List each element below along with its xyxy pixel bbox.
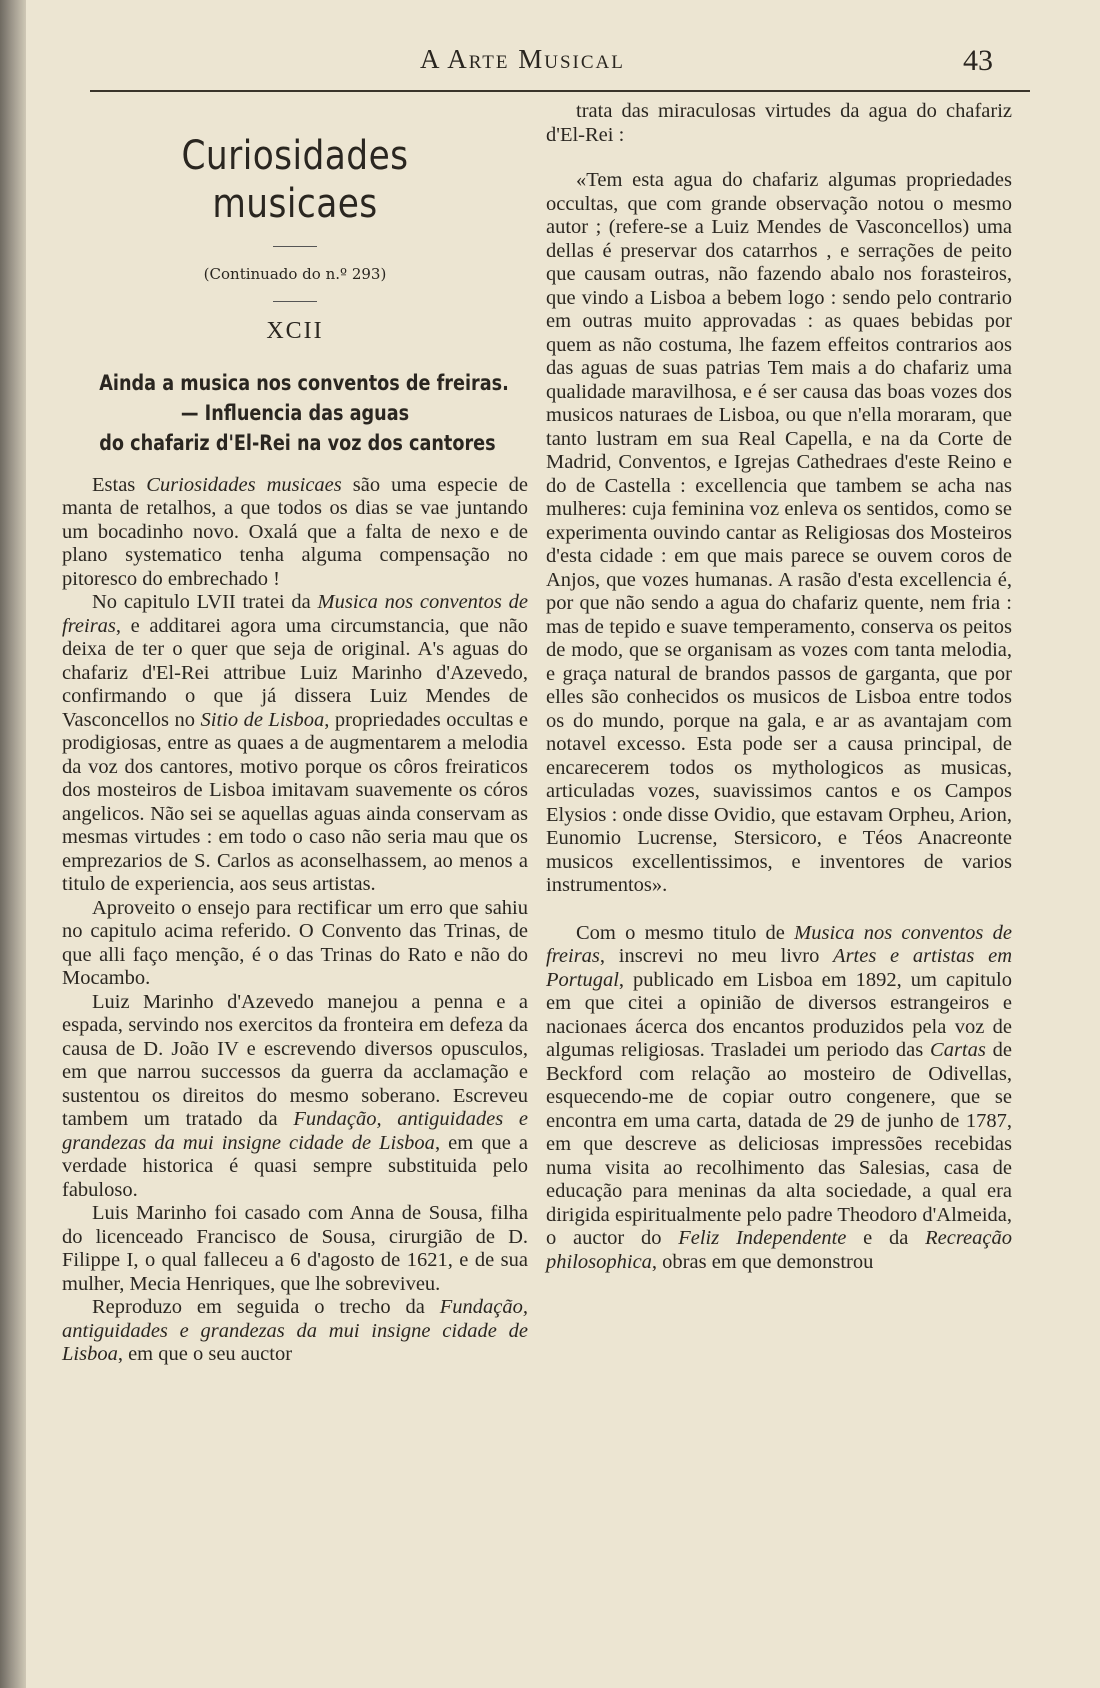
text-run: , publicado em Lisboa em 1892, um capitulo em que citei a opinião de diversos estrangeiros e nacionaes ácerca dos encantos produzidos pela voz de algumas religiosas. Trasladei um periodo das — [546, 968, 1012, 1061]
title-divider — [273, 246, 317, 247]
text-run: e da — [846, 1227, 926, 1249]
text-run: , em que o seu auctor — [117, 1343, 293, 1365]
subtitle-line: do chafariz d'El-Rei na voz dos cantores — [99, 430, 496, 455]
document-page — [26, 0, 1100, 1688]
paragraph — [62, 1296, 528, 1367]
paragraph — [546, 922, 1012, 1275]
paragraph: Aproveito o ensejo para rectificar um erro que sahiu no capitulo acima referido. O Convento das Trinas, de que alli faço menção, é o das Trinas do Rato e não do Mocambo. — [62, 896, 528, 989]
paragraph-gap — [546, 898, 1012, 922]
text-run: de Beckford com relação ao mosteiro de Odivellas, esquecendo-me de copiar outro congenere, que se encontra em uma carta, datada de 29 de junho de 1787, em que descreve as deliciosas impressões recebidas numa visita ao recolhimento das Salesias, casa de educação para meninas da alta sociedade, a qual era dirigida espiritualmente pelo padre Theodoro d'Almeida, o auctor do — [546, 1039, 1012, 1249]
quotation: «Tem esta agua do chafariz algumas propriedades occultas, que com grande observação notou o mesmo autor ; (refere-se a Luiz Mendes de Vasconcellos) uma dellas é preservar dos catarrhos , e serrações de peito que causam outras, não fazendo abalo nos forasteiros, que vindo a Lisboa a bebem logo : sendo pelo contrario em outras muito approvadas : as quaes bebidas por quem as não costuma, lhe fazem effeitos contrarios aos das aguas de suas patrias Tem mais a do chafariz uma qualidade maravilhosa, e é ser causa das boas vozes dos musicos naturaes de Lisboa, ou que n'ella moraram, que tanto lustram em sua Real Capella, e na da Corte de Madrid, Conventos, e Igrejas Cathedraes d'este Reino e do de Castella : excellencia que tambem se acha nas mulheres: cuja feminina voz enleva os sentidos, como se experimenta ouvindo cantar as Religiosas dos Mosteiros d'esta cidade : em que mais parece se ouvem coros de Anjos, que vozes humanas. A rasão d'esta excellencia é, por que não sendo a agua do chafariz quente, nem fria : mas de tepido e suave temperamento, conserva os peitos de modo, que se organisam as vozes com tanta melodia, e graça natural de brandos passos de garganta, que por elles são conhecidos os musicos de Lisboa entre todos os do mundo, porque na gala, e ar as avantajam com notavel excesso. Esta pode ser a causa principal, de encarecerem todos os mythologicos as musicas, articuladas vozes, suavissimos cantos e os Campos Elysios : onde disse Ovidio, que estavam Orpheu, Arion, Eunomio Lucrense, Stersicoro, e Téos Anacreonte musicos excellentissimos, e inventores de varios instrumentos». — [546, 169, 1012, 896]
italic-text-run: Artes e artistas em Portugal — [546, 945, 1012, 991]
italic-text-run: Sitio de Lisboa — [200, 708, 325, 731]
paragraph: Luis Marinho foi casado com Anna de Sousa, filha do licenceado Francisco de Sousa, cirurgião de D. Filippe I, o qual falleceu a 6 d'agosto de 1621, e de sua mulher, Mecia Henriques, que lhe sobreviveu. — [62, 1202, 528, 1295]
text-run: , obras em que demonstrou — [651, 1250, 874, 1273]
paragraph — [62, 474, 528, 592]
paragraph — [62, 591, 528, 897]
text-run: No capitulo LVII tratei da — [92, 591, 318, 613]
right-column — [546, 100, 1012, 1274]
text-run: Luiz Marinho d'Azevedo manejou a penna e a espada, servindo nos exercitos da fronteira em defeza da causa de D. João IV e escrevendo diversos opusculos, em que narrou successos da guerra da acclamação e sustentou os direitos do mesmo soberano. Escreveu tambem um tratado da — [62, 990, 528, 1130]
italic-text-run: Recreação philosophica — [546, 1227, 1012, 1273]
text-run: Reproduzo em seguida o trecho da — [92, 1296, 440, 1318]
italic-text-run: Curiosidades musicaes — [146, 473, 342, 496]
header-rule — [90, 90, 1030, 92]
subtitle-line: Ainda a musica nos conventos de freiras. — [99, 370, 509, 395]
text-run: , em que a verdade historica é quasi sempre substituida pelo fabuloso. — [62, 1131, 528, 1201]
subtitle-line: — Influencia das aguas — [180, 400, 410, 425]
left-column — [62, 100, 528, 1367]
section-divider — [273, 301, 317, 302]
text-run: , propriedades occultas e prodigiosas, entre as quaes a de augmentarem a melodia da voz dos cantores, motivo porque os côros freiraticos dos mosteiros de Lisboa imitavam suavemente os córos angelicos. Não sei se aquellas aguas ainda conservam as mesmas virtudes : em todo o caso não seria mau que os emprezarios de S. Carlos as aconselhassem, ao menos a titulo de experiencia, aos seus artistas. — [62, 708, 529, 895]
page-number: 43 — [963, 44, 993, 77]
text-run: são uma especie de manta de retalhos, a que todos os dias se vae juntando um bocadinho novo. Oxalá que a falta de nexo e de plano systematico tenha alguma compensação no pitoresco do embrechado ! — [62, 473, 529, 590]
page-header — [26, 44, 1100, 84]
paragraph — [62, 991, 528, 1203]
italic-text-run: Fundação, antiguidades e grandezas da mui insigne cidade de Lisboa — [62, 1108, 528, 1154]
italic-text-run: Feliz Independente — [678, 1227, 847, 1249]
running-title: A Arte Musical — [420, 44, 625, 74]
italic-text-run: Musica nos conventos de freiras — [546, 921, 1012, 967]
paragraph: trata das miraculosas virtudes da agua do chafariz d'El-Rei : — [546, 100, 1012, 146]
continuation-note: (Continuado do n.º 293) — [203, 265, 387, 283]
book-spine-shadow — [0, 0, 26, 1688]
text-run: Estas — [92, 473, 147, 496]
italic-text-run: Fundação, antiguidades e grandezas da mui insigne cidade de Lisboa — [62, 1296, 528, 1365]
italic-text-run: Musica nos conventos de freiras — [62, 591, 528, 637]
text-run: , inscrevi no meu livro — [599, 945, 834, 967]
text-run: , e additarei agora uma circumstancia, que não deixa de ter o quer que seja de original. A's aguas do chafariz d'El-Rei attribue Luiz Marinho d'Azevedo, confirmando o que já dissera Luiz Mendes de Vasconcellos no — [62, 614, 528, 731]
section-number: XCII — [266, 318, 324, 344]
text-run: Com o mesmo titulo de — [576, 921, 795, 944]
italic-text-run: Cartas — [930, 1039, 986, 1061]
article-subtitle — [99, 368, 509, 458]
article-title: Curiosidades musicaes — [181, 133, 409, 227]
